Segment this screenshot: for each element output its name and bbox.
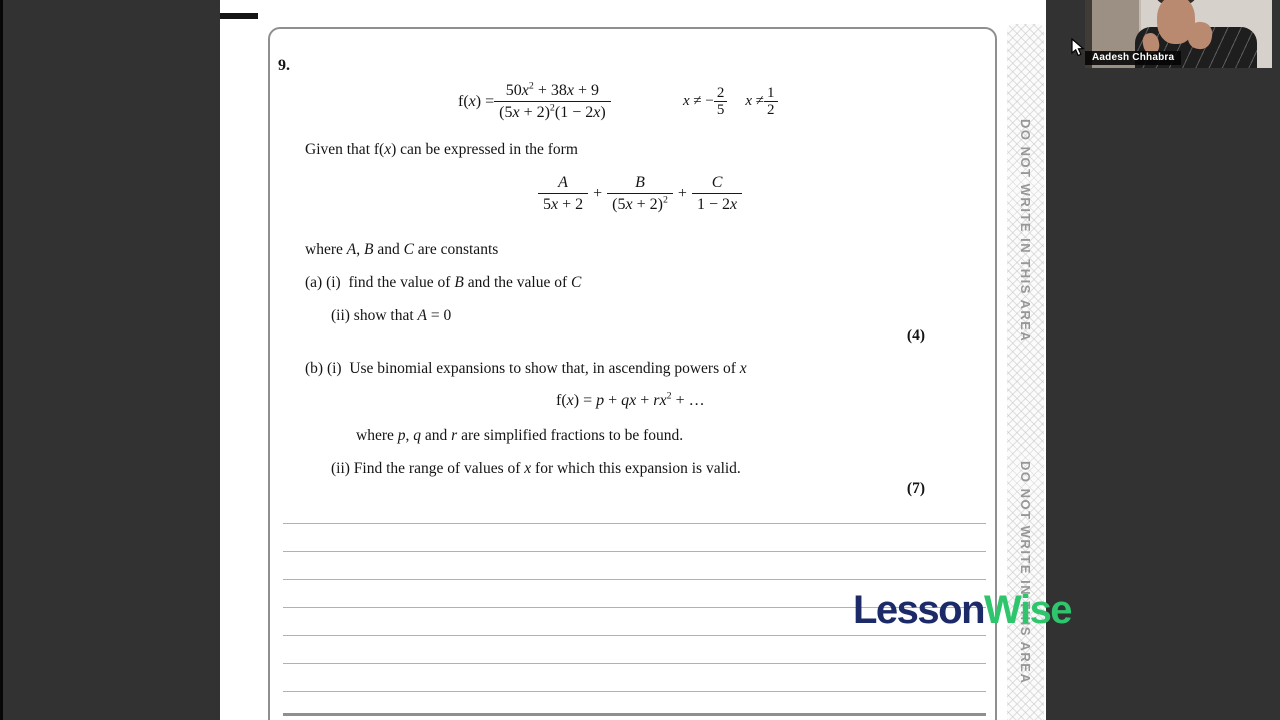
expansion-formula: f(x) = p + qx + $rx^2$ + … <box>556 390 705 409</box>
answer-line <box>283 713 986 716</box>
page-crop-mark <box>220 13 258 19</box>
term-a-fraction <box>538 173 588 214</box>
question-number: 9. <box>278 57 290 74</box>
logo-lesson-text: Lesson <box>853 588 985 632</box>
participant-name-tag: Aadesh Chhabra <box>1085 51 1181 65</box>
part-a-ii: (ii) show that A = 0 <box>331 307 452 324</box>
term-b-denominator: $(5x + 2)^2$ <box>607 193 673 214</box>
term-c-denominator: 1 − 2x <box>692 193 742 214</box>
condition-1-fraction <box>714 85 728 118</box>
logo-wise-text: Wise <box>984 588 1072 632</box>
definition-fraction <box>494 81 611 122</box>
answer-line <box>283 635 986 636</box>
left-screen-edge <box>0 0 3 720</box>
partial-fractions-formula <box>538 173 742 214</box>
term-b-fraction <box>607 173 673 214</box>
term-c-fraction <box>692 173 742 214</box>
where-abc-statement: where A, B and C are constants <box>305 241 499 258</box>
given-statement: Given that f(x) can be expressed in the form <box>305 141 578 158</box>
answer-line <box>283 691 986 692</box>
condition-1-numerator: 2 <box>716 85 725 101</box>
answer-line <box>283 551 986 552</box>
condition-2-text: x ≠ <box>745 93 765 109</box>
plus-operator-1: + <box>593 184 603 202</box>
definition-numerator: $50x^2 + 38x + 9$ <box>505 80 600 99</box>
do-not-write-label-top: DO NOT WRITE IN THIS AREA <box>1018 119 1033 343</box>
definition-denominator: $(5x + 2)^2(1 - 2x)$ <box>494 101 611 122</box>
term-a-numerator: A <box>558 174 568 191</box>
do-not-write-label-bottom: DO NOT WRITE IN THIS AREA <box>1018 461 1033 685</box>
marks-part-b: (7) <box>906 480 925 497</box>
marks-part-a: (4) <box>906 327 925 344</box>
formula-lhs: f(x) = <box>458 92 495 110</box>
term-c-numerator: C <box>711 174 723 191</box>
condition-1-denominator: 5 <box>714 101 728 118</box>
plus-operator-2: + <box>677 184 687 202</box>
condition-2-numerator: 1 <box>767 85 775 101</box>
part-b-i: (b) (i) Use binomial expansions to show that, in ascending powers of x <box>305 360 747 377</box>
part-a-i: (a) (i) find the value of B and the value of C <box>305 274 582 291</box>
condition-2-denominator: 2 <box>764 101 778 118</box>
lessonwise-logo <box>853 588 1071 633</box>
webcam-video-tile[interactable] <box>1085 0 1272 68</box>
function-definition-formula <box>458 81 611 122</box>
condition-1-text: x ≠ − <box>683 93 714 109</box>
where-pqr-statement: where p, q and r are simplified fractions to be found. <box>356 427 684 444</box>
answer-line <box>283 579 986 580</box>
term-b-numerator: B <box>635 174 645 191</box>
answer-line <box>283 523 986 524</box>
answer-line <box>283 663 986 664</box>
domain-conditions <box>683 85 778 118</box>
part-b-ii: (ii) Find the range of values of x for which this expansion is valid. <box>331 460 741 477</box>
condition-2-fraction <box>764 85 778 118</box>
mouse-cursor-icon <box>1071 38 1087 63</box>
term-a-denominator: 5x + 2 <box>538 193 588 214</box>
